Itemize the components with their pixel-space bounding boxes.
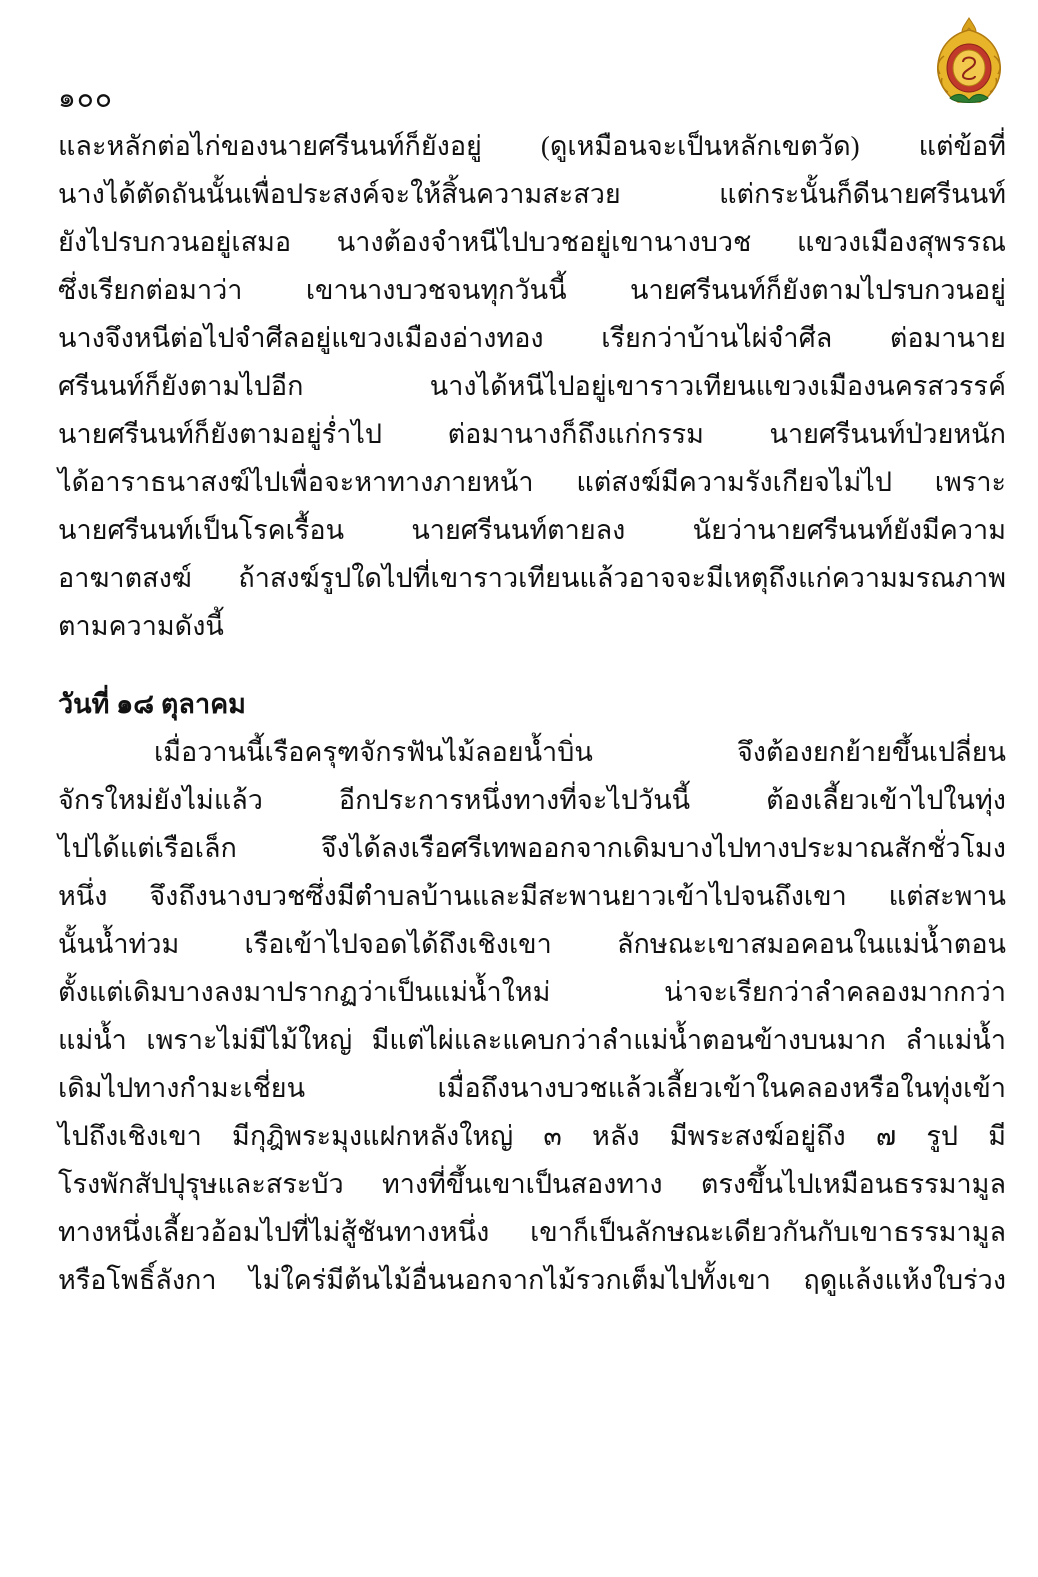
text-line: ได้อาราธนาสงฆ์ไปเพื่อจะหาทางภายหน้า แต่สงฆ์มีความรังเกียจไม่ไป เพราะ bbox=[58, 467, 1006, 497]
page-number: ๑๐๐ bbox=[58, 83, 113, 114]
paragraph-2 bbox=[58, 728, 1006, 1304]
text-line: แม่น้ำ เพราะไม่มีไม้ใหญ่ มีแต่ไผ่และแคบกว่าลำแม่น้ำตอนข้างบนมาก ลำแม่น้ำ bbox=[58, 1025, 1006, 1055]
text-line: ไปได้แต่เรือเล็ก จึงได้ลงเรือศรีเทพออกจากเดิมบางไปทางประมาณสักชั่วโมง bbox=[58, 833, 1006, 863]
text-line: โรงพักสัปปุรุษและสระบัว ทางที่ขึ้นเขาเป็นสองทาง ตรงขึ้นไปเหมือนธรรมามูล bbox=[58, 1169, 1006, 1199]
text-line: ยังไปรบกวนอยู่เสมอ นางต้องจำหนีไปบวชอยู่เขานางบวช แขวงเมืองสุพรรณ bbox=[58, 227, 1006, 257]
text-line: นายศรีนนท์เป็นโรคเรื้อน นายศรีนนท์ตายลง นัยว่านายศรีนนท์ยังมีความ bbox=[58, 515, 1006, 545]
text-line: อาฆาตสงฆ์ ถ้าสงฆ์รูปใดไปที่เขาราวเทียนแล้วอาจจะมีเหตุถึงแก่ความมรณภาพ bbox=[58, 563, 1006, 593]
paragraph-1 bbox=[58, 122, 1006, 650]
text-line: ตามความดังนี้ bbox=[58, 611, 224, 641]
date-heading: วันที่ ๑๘ ตุลาคม bbox=[58, 689, 246, 719]
text-line: และหลักต่อไก่ของนายศรีนนท์ก็ยังอยู่ (ดูเหมือนจะเป็นหลักเขตวัด) แต่ข้อที่ bbox=[58, 131, 1006, 161]
text-line: หนึ่ง จึงถึงนางบวชซึ่งมีตำบลบ้านและมีสะพานยาวเข้าไปจนถึงเขา แต่สะพาน bbox=[58, 881, 1006, 911]
text-line: นางจึงหนีต่อไปจำศีลอยู่แขวงเมืองอ่างทอง เรียกว่าบ้านไผ่จำศีล ต่อมานาย bbox=[58, 323, 1006, 353]
text-line: หรือโพธิ์ลังกา ไม่ใคร่มีต้นไม้อื่นนอกจากไม้รวกเต็มไปทั้งเขา ฤดูแล้งแห้งใบร่วง bbox=[58, 1265, 1006, 1295]
text-line: นั้นน้ำท่วม เรือเข้าไปจอดได้ถึงเชิงเขา ลักษณะเขาสมอคอนในแม่น้ำตอน bbox=[58, 929, 1006, 959]
text-line: ศรีนนท์ก็ยังตามไปอีก นางได้หนีไปอยู่เขาราวเทียนแขวงเมืองนครสวรรค์ bbox=[58, 371, 1006, 401]
text-line: ทางหนึ่งเลี้ยวอ้อมไปที่ไม่สู้ชันทางหนึ่ง เขาก็เป็นลักษณะเดียวกันกับเขาธรรมามูล bbox=[58, 1217, 1006, 1247]
text-line: จักรใหม่ยังไม่แล้ว อีกประการหนึ่งทางที่จะไปวันนี้ ต้องเลี้ยวเข้าไปในทุ่ง bbox=[58, 785, 1006, 815]
text-line: เมื่อวานนี้เรือครุฑจักรฟันไม้ลอยน้ำบิ่น จึงต้องยกย้ายขึ้นเปลี่ยน bbox=[154, 737, 1006, 767]
text-line: เดิมไปทางกำมะเชี่ยน เมื่อถึงนางบวชแล้วเลี้ยวเข้าในคลองหรือในทุ่งเข้า bbox=[58, 1073, 1006, 1103]
text-line: นายศรีนนท์ก็ยังตามอยู่ร่ำไป ต่อมานางก็ถึงแก่กรรม นายศรีนนท์ป่วยหนัก bbox=[58, 419, 1006, 449]
body-text bbox=[58, 122, 1006, 1304]
text-line: ซึ่งเรียกต่อมาว่า เขานางบวชจนทุกวันนี้ นายศรีนนท์ก็ยังตามไปรบกวนอยู่ bbox=[58, 275, 1006, 305]
text-line: ตั้งแต่เดิมบางลงมาปรากฏว่าเป็นแม่น้ำใหม่ น่าจะเรียกว่าลำคลองมากกว่า bbox=[58, 977, 1006, 1007]
text-line: นางได้ตัดถันนั้นเพื่อประสงค์จะให้สิ้นความสะสวย แต่กระนั้นก็ดีนายศรีนนท์ bbox=[58, 179, 1006, 209]
ministry-of-education-emblem-icon bbox=[930, 16, 1008, 108]
text-line: ไปถึงเชิงเขา มีกุฎิพระมุงแฝกหลังใหญ่ ๓ หลัง มีพระสงฆ์อยู่ถึง ๗ รูป มี bbox=[58, 1121, 1006, 1151]
